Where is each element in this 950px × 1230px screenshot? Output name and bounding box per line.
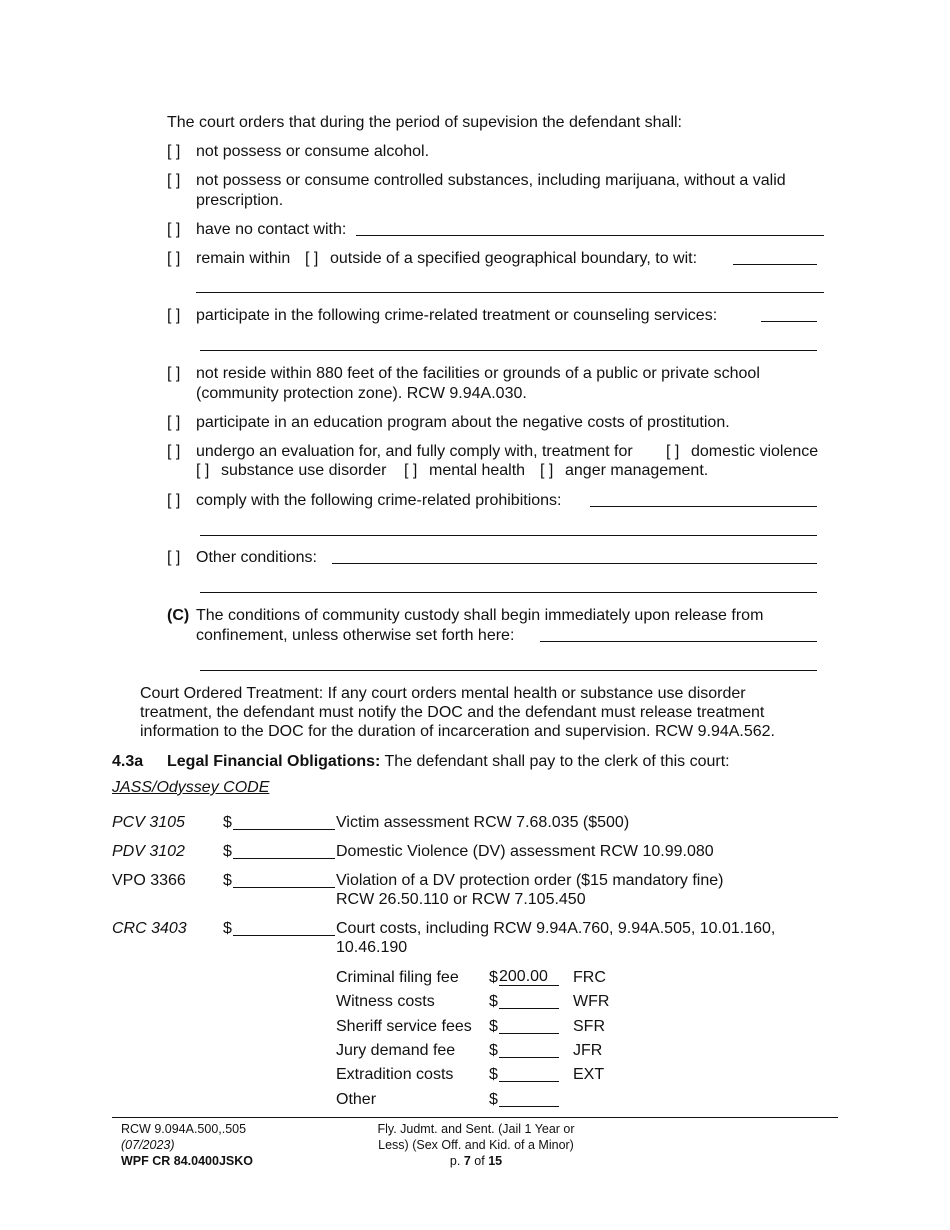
- section-number: 4.3a: [112, 753, 144, 770]
- intro-text: The court orders that during the period of supevision the defendant shall:: [167, 114, 682, 131]
- option-mental-health: mental health: [429, 462, 526, 479]
- checkbox-prostitution-education[interactable]: [ ]: [167, 414, 181, 431]
- cost-code: FRC: [573, 969, 606, 986]
- desc-pcv: Victim assessment RCW 7.68.035 ($500): [336, 814, 630, 831]
- lfo-heading: [167, 752, 730, 771]
- checkbox-controlled-substances[interactable]: [ ]: [167, 172, 181, 189]
- cost-code: JFR: [573, 1042, 603, 1059]
- footer-divider: [112, 1117, 838, 1118]
- dollar-sign: $: [489, 1066, 498, 1083]
- cost-amount-witness-line[interactable]: [499, 1008, 559, 1009]
- condition-controlled-substances-cont: prescription.: [196, 192, 284, 209]
- page-of: of: [474, 1154, 485, 1168]
- condition-treatment: participate in the following crime-related treatment or counseling services:: [196, 307, 718, 324]
- checkbox-outside-boundary[interactable]: [ ]: [305, 250, 319, 267]
- desc-crc: Court costs, including RCW 9.94A.760, 9.94A.505, 10.01.160,: [336, 920, 776, 937]
- desc-pdv: Domestic Violence (DV) assessment RCW 10.99.080: [336, 843, 714, 860]
- condition-school-zone: not reside within 880 feet of the facilities or grounds of a public or private school: [196, 365, 760, 382]
- no-contact-line[interactable]: [356, 235, 824, 236]
- cost-label: Other: [336, 1091, 377, 1108]
- treatment-line-2[interactable]: [200, 350, 817, 351]
- footer-date: (07/2023): [121, 1138, 175, 1152]
- page-current: 7: [463, 1154, 471, 1168]
- dollar-sign: $: [223, 843, 232, 860]
- cost-label: Criminal filing fee: [336, 969, 459, 986]
- court-treatment-text-2: treatment, the defendant must notify the DOC and the defendant must release treatment: [140, 704, 765, 721]
- footer-title-2: Less) (Sex Off. and Kid. of a Minor): [378, 1138, 574, 1152]
- condition-other: Other conditions:: [196, 549, 317, 566]
- condition-prohibitions: comply with the following crime-related prohibitions:: [196, 492, 562, 509]
- condition-no-contact: have no contact with:: [196, 221, 347, 238]
- cost-code: SFR: [573, 1018, 605, 1035]
- cost-label: Sheriff service fees: [336, 1018, 472, 1035]
- desc-vpo: Violation of a DV protection order ($15 mandatory fine): [336, 872, 724, 889]
- cost-amount-sheriff-line[interactable]: [499, 1033, 559, 1034]
- checkbox-treatment[interactable]: [ ]: [167, 307, 181, 324]
- code-crc: CRC 3403: [112, 920, 187, 937]
- checkbox-no-contact[interactable]: [ ]: [167, 221, 181, 238]
- code-pdv: PDV 3102: [112, 843, 185, 860]
- condition-controlled-substances: not possess or consume controlled substances, including marijuana, without a valid: [196, 172, 786, 189]
- section-c-line-2[interactable]: [200, 670, 817, 671]
- code-pcv: PCV 3105: [112, 814, 185, 831]
- condition-prostitution-education: participate in an education program about the negative costs of prostitution.: [196, 414, 730, 431]
- page-total: 15: [488, 1154, 503, 1168]
- cost-label: Extradition costs: [336, 1066, 454, 1083]
- desc-vpo-cont: RCW 26.50.110 or RCW 7.105.450: [336, 891, 586, 908]
- prohibitions-line-2[interactable]: [200, 535, 817, 536]
- checkbox-anger-management[interactable]: [ ]: [540, 462, 554, 479]
- cost-amount-jury-line[interactable]: [499, 1057, 559, 1058]
- footer-title-1: Fly. Judmt. and Sent. (Jail 1 Year or: [377, 1122, 575, 1136]
- condition-alcohol: not possess or consume alcohol.: [196, 143, 430, 160]
- amount-vpo-line[interactable]: [233, 887, 335, 888]
- court-treatment-text-1: Court Ordered Treatment: If any court orders mental health or substance use disorder: [140, 685, 746, 702]
- cost-code: WFR: [573, 993, 610, 1010]
- desc-crc-cont: 10.46.190: [336, 939, 408, 956]
- code-vpo: VPO 3366: [112, 872, 186, 889]
- boundary-line-1[interactable]: [733, 264, 817, 265]
- dollar-sign: $: [489, 1091, 498, 1108]
- dollar-sign: $: [489, 1042, 498, 1059]
- dollar-sign: $: [489, 993, 498, 1010]
- checkbox-substance-use[interactable]: [ ]: [196, 462, 210, 479]
- checkbox-mental-health[interactable]: [ ]: [404, 462, 418, 479]
- cost-amount-extradition-line[interactable]: [499, 1081, 559, 1082]
- checkbox-school-zone[interactable]: [ ]: [167, 365, 181, 382]
- checkbox-other-conditions[interactable]: [ ]: [167, 549, 181, 566]
- cost-amount-other-line[interactable]: [499, 1106, 559, 1107]
- prohibitions-line-1[interactable]: [590, 506, 817, 507]
- cost-label: Jury demand fee: [336, 1042, 456, 1059]
- section-c-text: The conditions of community custody shall begin immediately upon release from: [196, 607, 764, 624]
- checkbox-domestic-violence[interactable]: [ ]: [666, 443, 680, 460]
- option-substance-use: substance use disorder: [221, 462, 387, 479]
- dollar-sign: $: [489, 1018, 498, 1035]
- cost-code: EXT: [573, 1066, 605, 1083]
- option-domestic-violence: domestic violence: [691, 443, 819, 460]
- lfo-text: The defendant shall pay to the clerk of this court:: [384, 753, 730, 770]
- boundary-line-2[interactable]: [196, 292, 824, 293]
- section-c-text-cont: confinement, unless otherwise set forth here:: [196, 627, 515, 644]
- checkbox-remain-within[interactable]: [ ]: [167, 250, 181, 267]
- treatment-line-1[interactable]: [761, 321, 817, 322]
- section-c-line-1[interactable]: [540, 641, 817, 642]
- dollar-sign: $: [223, 872, 232, 889]
- dollar-sign: $: [223, 920, 232, 937]
- cost-amount-filing-fee[interactable]: 200.00: [499, 968, 559, 986]
- other-conditions-line-1[interactable]: [332, 563, 817, 564]
- amount-pcv-line[interactable]: [233, 829, 335, 830]
- court-treatment-text-3: information to the DOC for the duration of incarceration and supervision. RCW 9.94A.562.: [140, 723, 775, 740]
- checkbox-evaluation[interactable]: [ ]: [167, 443, 181, 460]
- footer-rcw: RCW 9.094A.500,.505: [121, 1122, 247, 1136]
- amount-pdv-line[interactable]: [233, 858, 335, 859]
- footer-form-number: WPF CR 84.0400JSKO: [121, 1154, 253, 1168]
- condition-outside-boundary: outside of a specified geographical boundary, to wit:: [330, 250, 698, 267]
- cost-label: Witness costs: [336, 993, 435, 1010]
- page-prefix: p.: [449, 1154, 461, 1168]
- code-header: JASS/Odyssey CODE: [112, 779, 270, 796]
- condition-evaluation: undergo an evaluation for, and fully comply with, treatment for: [196, 443, 633, 460]
- condition-school-zone-cont: (community protection zone). RCW 9.94A.030.: [196, 385, 527, 402]
- dollar-sign: $: [223, 814, 232, 831]
- checkbox-prohibitions[interactable]: [ ]: [167, 492, 181, 509]
- lfo-title: Legal Financial Obligations:: [167, 753, 381, 770]
- checkbox-alcohol[interactable]: [ ]: [167, 143, 181, 160]
- dollar-sign: $: [489, 969, 498, 986]
- other-conditions-line-2[interactable]: [200, 592, 817, 593]
- condition-remain-within: remain within: [196, 250, 291, 267]
- section-c-label: (C): [167, 607, 190, 624]
- footer-page-number: [346, 1154, 606, 1169]
- option-anger-management: anger management.: [565, 462, 709, 479]
- amount-crc-line[interactable]: [233, 935, 335, 936]
